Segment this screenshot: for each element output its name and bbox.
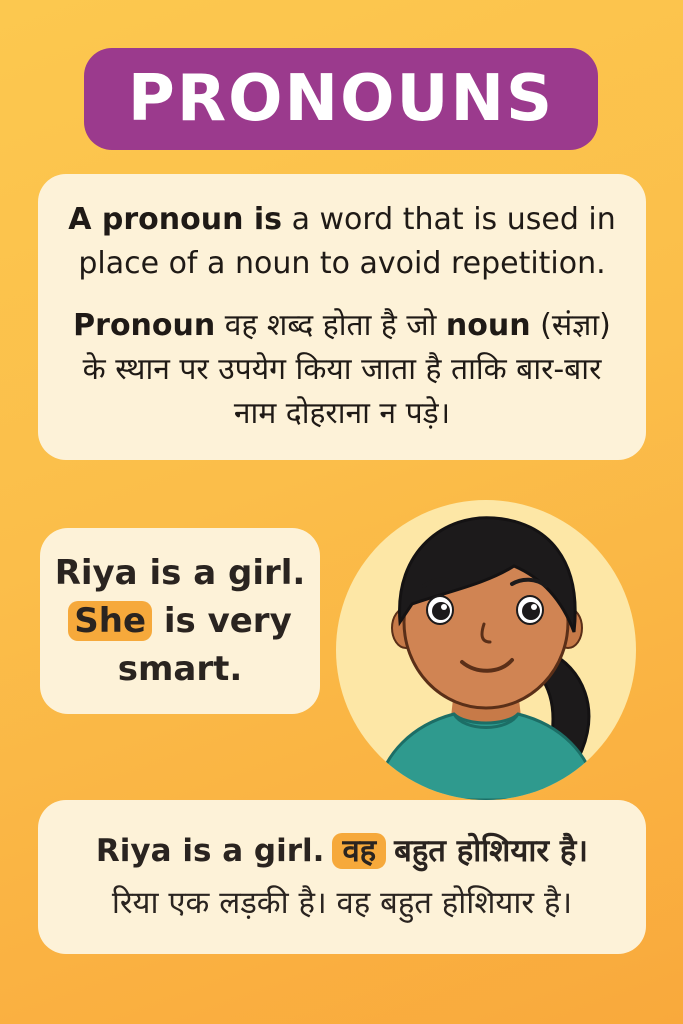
example2-english-part: Riya is a girl. xyxy=(95,833,325,869)
definition-card xyxy=(38,174,646,460)
girl-illustration-icon xyxy=(336,500,636,800)
example1-line2-text: is very xyxy=(152,601,292,641)
example2-line1 xyxy=(96,825,588,877)
definition-hindi-text-1: वह शब्द होता है जो xyxy=(215,308,446,343)
girl-avatar xyxy=(336,500,636,800)
example1-line2 xyxy=(68,597,291,645)
example1-line3: smart. xyxy=(117,649,243,689)
example2-line2: रिया एक लड़की है। वह बहुत होशियार है। xyxy=(111,885,573,921)
example2-hindi-part: बहुत होशियार है। xyxy=(394,833,589,869)
definition-english xyxy=(58,198,626,286)
example1-line1: Riya is a girl. xyxy=(54,553,306,593)
page-title: PRONOUNS xyxy=(127,62,555,136)
pronoun-highlight: She xyxy=(68,601,152,641)
definition-english-text: a word that is used in place of a noun to avoid repetition. xyxy=(78,202,616,281)
definition-hindi-bold-pronoun: Pronoun xyxy=(73,308,216,343)
example-english-card xyxy=(40,528,320,714)
pronoun-hindi-highlight: वह xyxy=(332,833,386,869)
title-banner xyxy=(84,48,598,150)
definition-english-bold: A pronoun is xyxy=(68,202,283,237)
definition-hindi-bold-noun: noun xyxy=(445,308,531,343)
definition-hindi-text-2: (संज्ञा) के स्थान पर उपयेग किया जाता है ताकि बार-बार नाम दोहराना न पड़े। xyxy=(82,308,611,431)
definition-hindi xyxy=(58,304,626,436)
example-hindi-card xyxy=(38,800,646,954)
